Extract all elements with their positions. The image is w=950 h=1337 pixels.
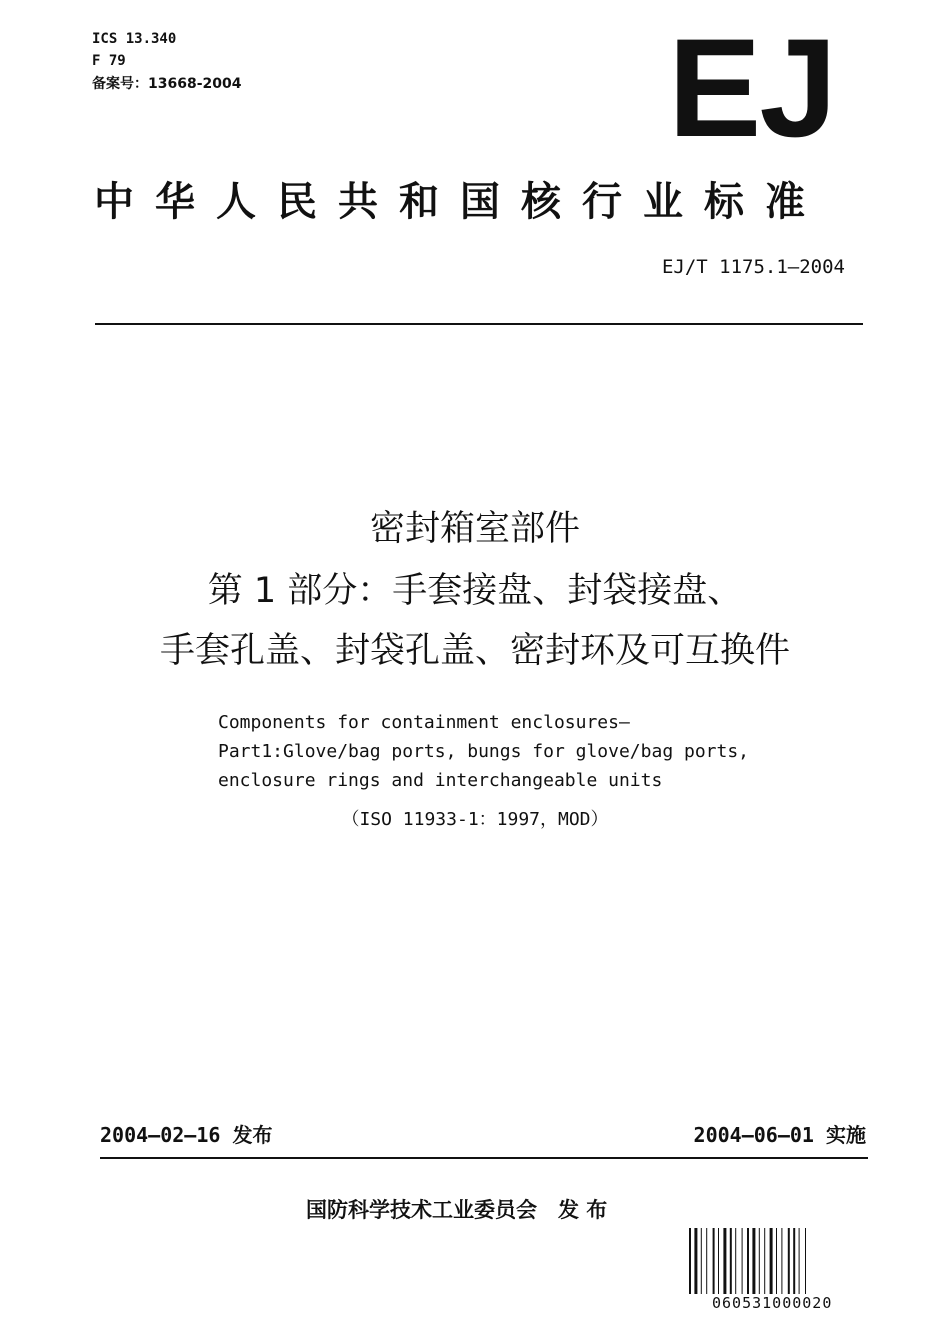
title-en-line3: enclosure rings and interchangeable units bbox=[218, 770, 663, 791]
iso-reference: （ISO 11933-1：1997，MOD） bbox=[341, 809, 609, 830]
divider-bottom bbox=[100, 1157, 868, 1159]
filing-number: 备案号：13668-2004 bbox=[92, 76, 242, 92]
title-cn-line3: 手套孔盖、封袋孔盖、密封环及可互换件 bbox=[159, 631, 790, 671]
title-cn-line1: 密封箱室部件 bbox=[369, 509, 580, 549]
divider-top bbox=[95, 323, 863, 325]
title-cn-line2: 第 1 部分：手套接盘、封袋接盘、 bbox=[207, 571, 743, 611]
title-en-line2: Part1:Glove/bag ports, bungs for glove/bag ports, bbox=[218, 741, 750, 762]
ics-code: ICS 13.340 bbox=[92, 31, 177, 47]
ej-logo: EJ bbox=[668, 9, 836, 166]
issue-date: 2004—02—16 发布 bbox=[100, 1123, 273, 1147]
org-title: 中华人民共和国核行业标准 bbox=[94, 179, 826, 225]
standard-number: EJ/T 1175.1—2004 bbox=[661, 256, 845, 278]
barcode-icon bbox=[689, 1228, 863, 1294]
publisher: 国防科学技术工业委员会 发 布 bbox=[306, 1198, 608, 1222]
title-en-line1: Components for containment enclosures— bbox=[218, 712, 630, 733]
effective-date: 2004—06—01 实施 bbox=[693, 1123, 866, 1147]
barcode-number: 060531000020 bbox=[712, 1294, 833, 1312]
classification-code: F 79 bbox=[92, 53, 126, 69]
